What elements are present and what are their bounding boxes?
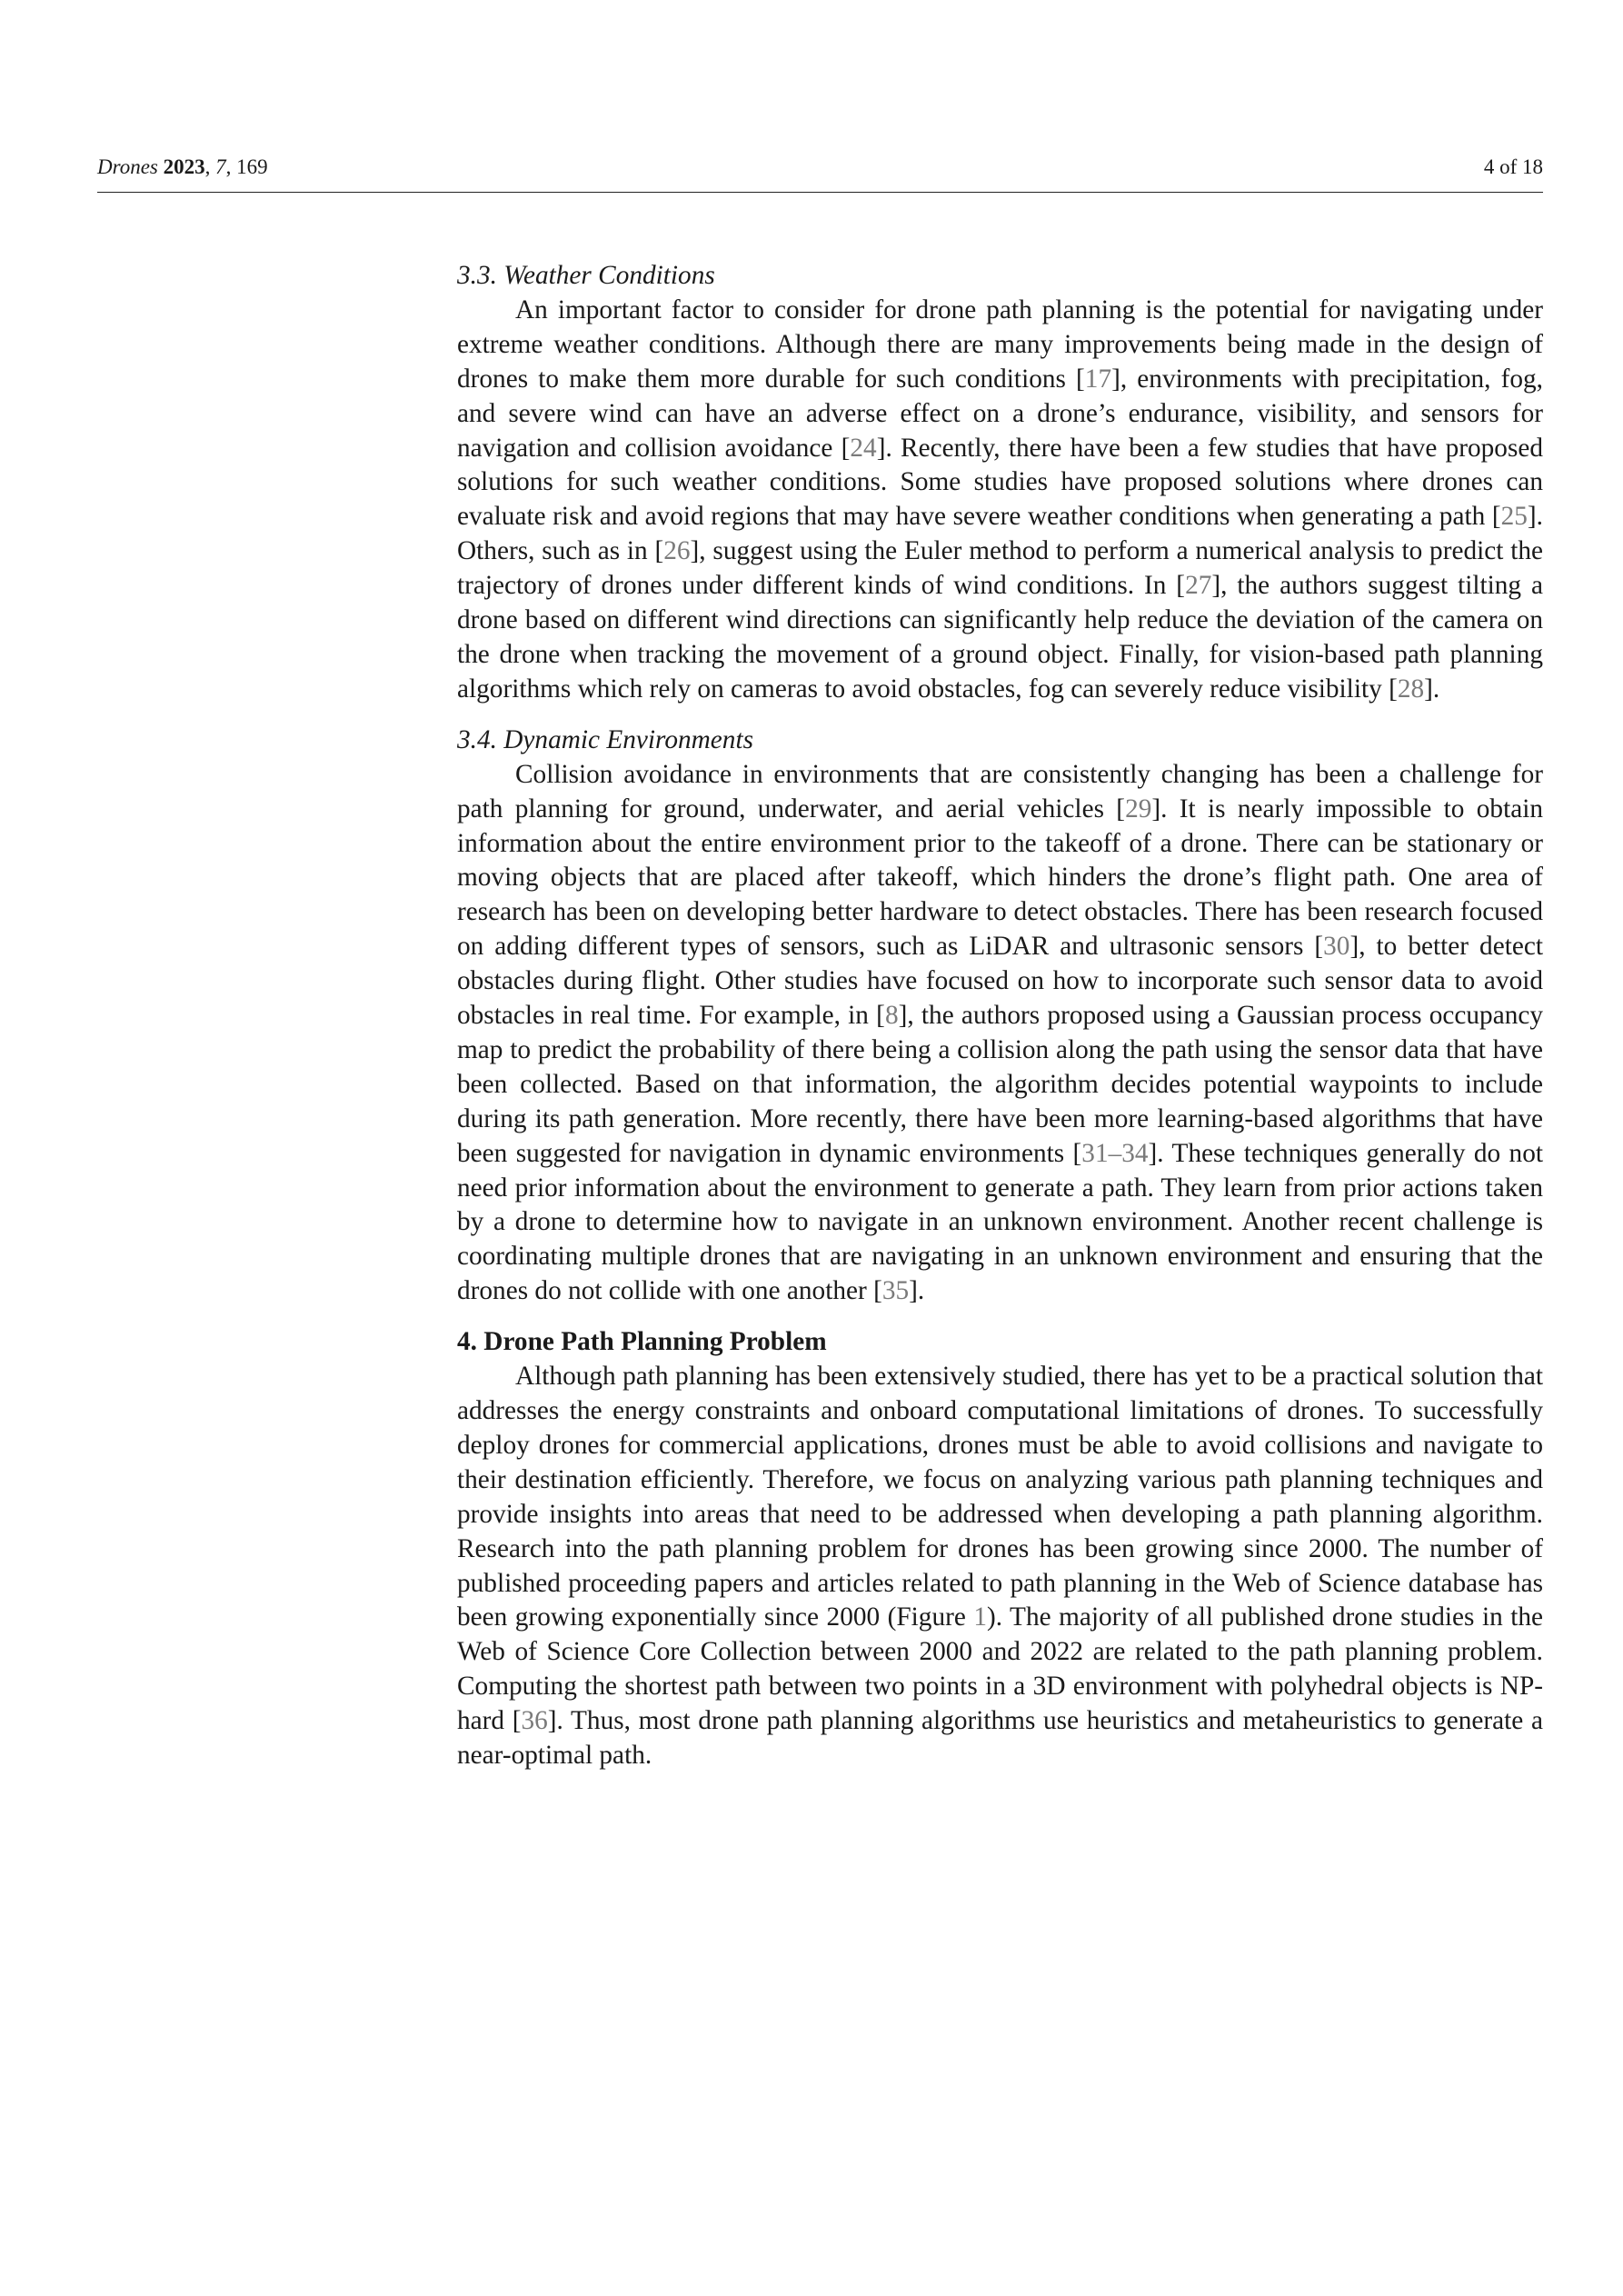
paragraph-weather-conditions xyxy=(457,294,1543,707)
header-divider xyxy=(97,192,1543,193)
article-number: 169 xyxy=(236,155,268,178)
citation-link[interactable]: 31–34 xyxy=(1081,1138,1149,1168)
paragraph-text: ], environments with precipitation, fog, and severe wind can have an adverse effect on a drone’s endurance, visibility, and sensors for navigation and collision avoidance [ xyxy=(457,364,1544,463)
header-comma: , xyxy=(204,155,216,178)
section-heading-drone-path-planning-problem: 4. Drone Path Planning Problem xyxy=(457,1327,827,1357)
page-number: 4 of 18 xyxy=(1483,155,1543,178)
section-heading-weather-conditions: 3.3. Weather Conditions xyxy=(457,261,715,290)
paragraph-text: ], the authors proposed using a Gaussian process occupancy map to predict the probability of there being a collision along the path using the sensor data that have been collected. Based on that information, the algorithm decides potential waypoints to include during its path generation. More recently, there have been more learning-based algorithms that have been suggested for navigation in dynamic environments [ xyxy=(457,1001,1544,1168)
paragraph-text: ]. Thus, most drone path planning algorithms use heuristics and metaheuristics to generate a near-optimal path. xyxy=(457,1706,1543,1771)
citation-link[interactable]: 30 xyxy=(1323,932,1350,962)
paragraph-text: ], to better detect obstacles during flight. Other studies have focused on how to incorporate such sensor data to avoid obstacles in real time. For example, in [ xyxy=(457,932,1543,1031)
citation-link[interactable]: 36 xyxy=(521,1706,548,1736)
paragraph-text: ]. xyxy=(909,1276,925,1306)
paragraph-text: ]. xyxy=(1424,674,1440,704)
citation-link[interactable]: 24 xyxy=(850,433,877,463)
citation-link[interactable]: 1 xyxy=(973,1602,988,1632)
paragraph-text: Although path planning has been extensively studied, there has yet to be a practical solution that addresses the energy constraints and onboard computational limitations of drones. To successfully deploy drones for commercial applications, drones must be able to avoid collisions and navigate to their destination efficiently. Therefore, we focus on analyzing various path planning techniques and provide insights into areas that need to be addressed when developing a path planning algorithm. Research into the path planning problem for drones has been growing since 2000. The number of published proceeding papers and articles related to path planning in the Web of Science database has been growing exponentially since 2000 (Figure xyxy=(457,1362,1543,1632)
paragraph-dynamic-environments xyxy=(457,758,1543,1310)
paragraph-text: An important factor to consider for drone path planning is the potential for navigating under extreme weather conditions. Although there are many improvements being made in the design of drones to make them more durable for such conditions [ xyxy=(457,294,1543,394)
citation-link[interactable]: 27 xyxy=(1185,571,1212,601)
paragraph-text: ]. It is nearly impossible to obtain information about the entire environment prior to the takeoff of a drone. There can be stationary or moving objects that are placed after takeoff, which hinders the drone’s flight path. One area of research has been on developing better hardware to detect obstacles. There has been research focused on adding different types of sensors, such as LiDAR and ultrasonic sensors [ xyxy=(457,794,1544,962)
paragraph-drone-path-planning-problem xyxy=(457,1360,1543,1773)
section-heading-dynamic-environments: 3.4. Dynamic Environments xyxy=(457,724,753,754)
section-spacer xyxy=(457,707,1543,724)
paragraph-text: ], suggest using the Euler method to perform a numerical analysis to predict the trajectory of drones under different kinds of wind conditions. In [ xyxy=(457,536,1543,601)
journal-name: Drones xyxy=(97,155,158,178)
journal-volume: 7 xyxy=(215,155,226,178)
citation-link[interactable]: 25 xyxy=(1500,502,1528,532)
article-body xyxy=(457,259,1543,1773)
running-header xyxy=(97,151,1543,184)
citation-link[interactable]: 28 xyxy=(1397,674,1425,704)
citation-link[interactable]: 26 xyxy=(663,536,691,566)
citation-link[interactable]: 17 xyxy=(1084,364,1112,394)
paragraph-text: ]. Others, such as in [ xyxy=(457,502,1543,566)
paragraph-text: ]. Recently, there have been a few studies that have proposed solutions for such weather conditions. Some studies have proposed solutions where drones can evaluate risk and avoid regions that may have severe weather conditions when generating a path [ xyxy=(457,433,1543,532)
citation-link[interactable]: 35 xyxy=(881,1276,910,1306)
citation-link[interactable]: 8 xyxy=(884,1001,899,1031)
paragraph-text: Collision avoidance in environments that are consistently changing has been a challenge for path planning for ground, underwater, and aerial vehicles [ xyxy=(457,759,1543,824)
section-spacer xyxy=(457,1309,1543,1325)
paragraph-text: ). The majority of all published drone studies in the Web of Science Core Collection between 2000 and 2022 are related to the path planning problem. Computing the shortest path between two points in a 3D environment with polyhedral objects is NP-hard [ xyxy=(457,1602,1544,1736)
journal-year: 2023 xyxy=(163,155,205,178)
paragraph-text: ]. These techniques generally do not need prior information about the environment to generate a path. They learn from prior actions taken by a drone to determine how to navigate in an unknown environment. Another recent challenge is coordinating multiple drones that are navigating in an unknown environment and ensuring that the drones do not collide with one another [ xyxy=(457,1138,1543,1306)
header-comma: , xyxy=(225,155,237,178)
paragraph-text: ], the authors suggest tilting a drone based on different wind directions can significantly help reduce the deviation of the camera on the drone when tracking the movement of a ground object. Finally, for vision-based path planning algorithms which rely on cameras to avoid obstacles, fog can severely reduce visibility [ xyxy=(457,571,1543,704)
citation-link[interactable]: 29 xyxy=(1125,794,1152,824)
